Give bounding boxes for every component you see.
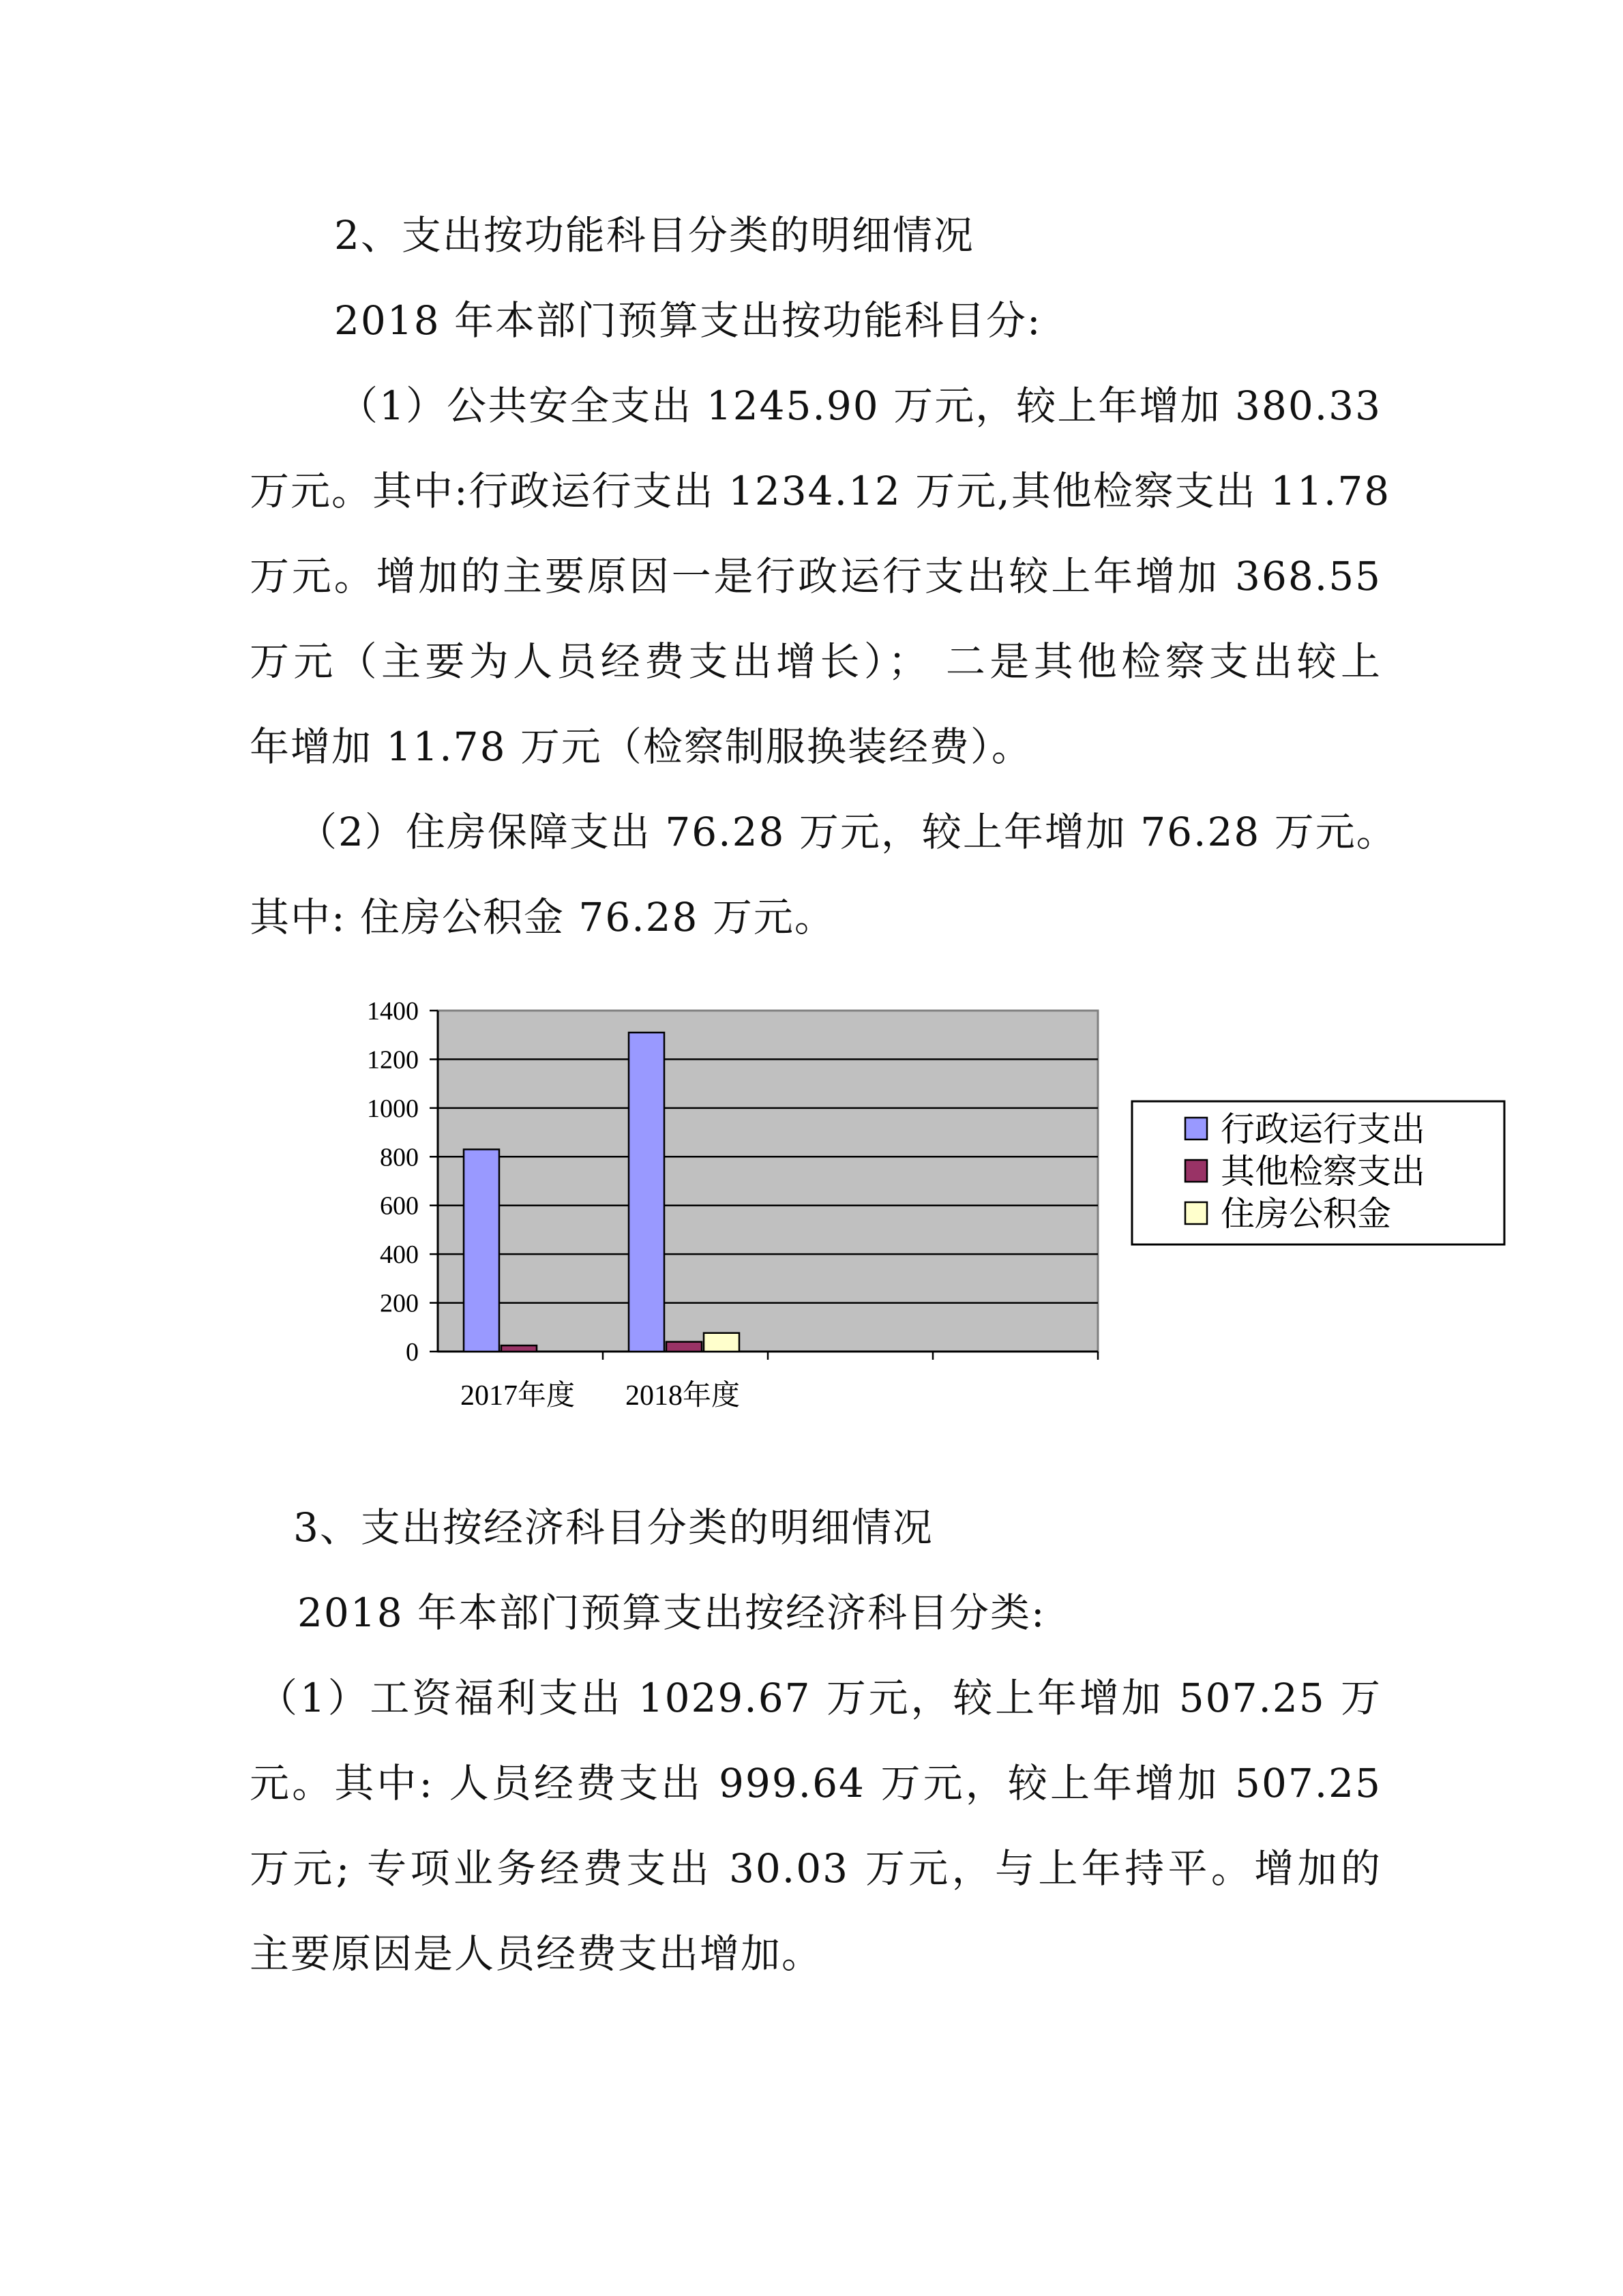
section2-paragraph-line: （2）住房保障支出 76.28 万元，较上年增加 76.28 万元。 [297,809,1397,855]
y-tick-label: 600 [380,1191,419,1221]
y-tick-label: 200 [380,1289,419,1318]
section2-paragraph-line: 万元。增加的主要原因一是行政运行支出较上年增加 368.55 [250,553,1382,599]
legend-label: 行政运行支出 [1221,1110,1425,1148]
y-tick-label: 400 [380,1240,419,1270]
section2-heading: 2、支出按功能科目分类的明细情况 [334,212,974,258]
legend-swatch [1185,1202,1207,1224]
x-tick-label: 2017年度 [460,1380,576,1412]
y-tick-label: 1200 [367,1045,419,1075]
bar [666,1342,702,1352]
section2-paragraph-line: 年增加 11.78 万元（检察制服换装经费）。 [250,724,1032,770]
section3-paragraph-line: 元。其中: 人员经费支出 999.64 万元，较上年增加 507.25 [250,1760,1382,1806]
x-tick-label: 2018年度 [625,1380,741,1412]
legend-label: 其他检察支出 [1221,1152,1425,1191]
chart-legend [1132,1101,1504,1244]
y-tick-label: 800 [380,1143,419,1172]
plot-area [438,1011,1098,1352]
section3-paragraph-line: 主要原因是人员经费支出增加。 [250,1930,823,1977]
section3-intro: 2018 年本部门预算支出按经济科目分类: [297,1590,1046,1636]
section3-heading: 3、支出按经济科目分类的明细情况 [293,1504,934,1551]
section2-paragraph-line: （1）公共安全支出 1245.90 万元，较上年增加 380.33 [338,383,1382,429]
bar [704,1333,739,1352]
section2-intro: 2018 年本部门预算支出按功能科目分: [334,297,1042,344]
section2-paragraph-line: 万元（主要为人员经费支出增长）； 二是其他检察支出较上 [250,638,1382,685]
bar-chart [300,982,1528,1446]
section3-paragraph-line: 万元; 专项业务经费支出 30.03 万元，与上年持平。增加的 [250,1845,1382,1892]
bar [464,1150,499,1352]
section2-paragraph-line: 其中: 住房公积金 76.28 万元。 [250,894,835,940]
section2-paragraph-line: 万元。其中:行政运行支出 1234.12 万元,其他检察支出 11.78 [250,468,1391,514]
section3-paragraph-line: （1）工资福利支出 1029.67 万元，较上年增加 507.25 万 [258,1675,1382,1721]
legend-swatch [1185,1160,1207,1182]
y-tick-label: 1000 [367,1094,419,1123]
legend-swatch [1185,1118,1207,1139]
legend-label: 住房公积金 [1221,1195,1391,1233]
bar [501,1345,537,1352]
y-tick-label: 1400 [367,997,419,1026]
bar [629,1032,664,1352]
y-tick-label: 0 [406,1338,419,1367]
